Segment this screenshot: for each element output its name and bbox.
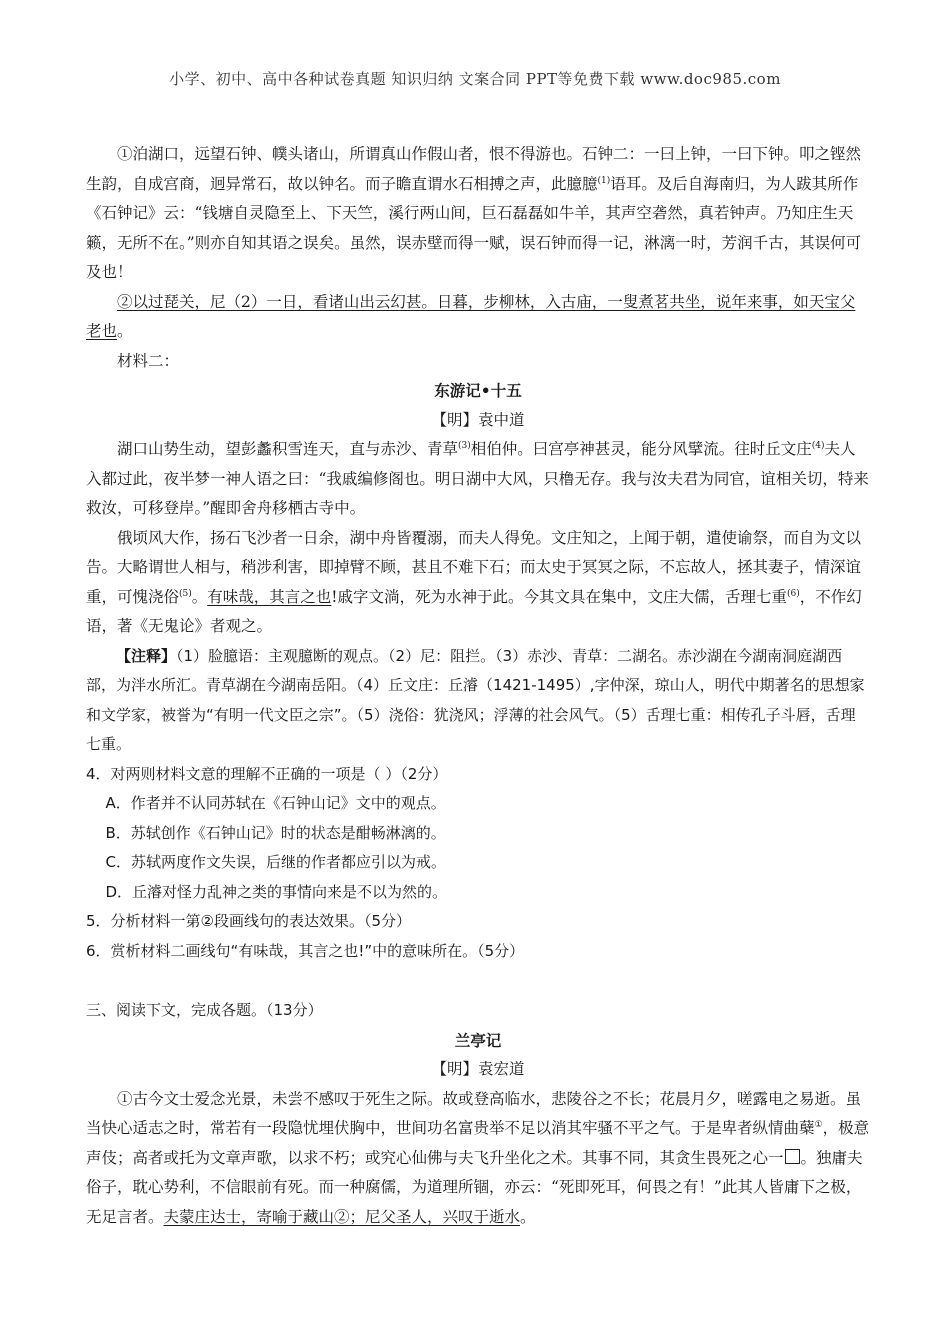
footnote-ref-a: ① [814, 1119, 823, 1130]
footnote-ref-5: (5) [179, 588, 192, 599]
footnote-ref-4: (4) [811, 440, 825, 451]
material2-title: 东游记•十五 [434, 381, 522, 400]
underlined-sentence-1: ②以过琵关，尼（2）一日，看诸山出云幻甚。日暮，步柳林，入古庙，一叟煮茗共坐，说年来事，如天宝父老也 [86, 292, 856, 340]
question-5: 5．分析材料一第②段画线句的表达效果。（5分） [86, 912, 412, 930]
underlined-sentence-2: 有味哉，其言之也 [207, 587, 332, 606]
question-4-option-a: A．作者并不认同苏轼在《石钟山记》文中的观点。 [105, 794, 446, 812]
underlined-sentence-3: 夫蒙庄达士，寄喻于藏山②；尼父圣人，兴叹于逝水 [163, 1207, 521, 1226]
material2-author: 【明】袁中道 [431, 410, 525, 429]
material2-paragraph2: 俄顷风大作，扬石飞沙者一日余，湖中舟皆覆溺，而夫人得免。文庄知之，上闻于朝，遣使谕祭，而自为文以告。大略谓世人相与，稍涉利害，即掉臂不顾，甚且不难下石；而太史于冥冥之际，不忘故人，拯其妻子，情深谊重，可愧浇俗$^{(5)}$。有味哉，其言之也!戚字文淌，死为水神于此。今其文具在集中，文庄大儒，舌理七重$^{(6)}$，不作幻语，著《无鬼论》者观之。 [86, 528, 862, 635]
question-4-option-d: D．丘濬对怪力乱神之类的事情向来是不以为然的。 [105, 882, 448, 901]
footnote-ref-3: (3) [458, 440, 471, 451]
footnote-ref-1: (1) [597, 175, 611, 186]
page-header: 小学、初中、高中各种试卷真题 知识归纳 文案合同 PPT等免费下载 www.doc985.com [169, 70, 781, 88]
section3-heading: 三、阅读下文，完成各题。（13分） [86, 1001, 323, 1019]
question-6: 6．赏析材料二画线句“有味哉，其言之也!”中的意味所在。（5分） [86, 941, 525, 960]
section-gap [86, 966, 870, 996]
section3-title: 兰亭记 [454, 1030, 502, 1050]
material1-paragraph2: ②以过琵关，尼（2）一日，看诸山出云幻甚。日暮，步柳林，入古庙，一叟煮茗共坐，说年来事，如天宝父老也。 [86, 292, 856, 340]
blank-box [785, 1149, 800, 1164]
section3-paragraph1: ①古今文士爱念光景，未尝不感叹于死生之际。故或登高临水，悲陵谷之不长；花晨月夕，嗟露电之易逝。虽当快心适志之时，常若有一段隐忧埋伏胸中，世间功名富贵举不足以消其牢骚不平之气。于是卑者纵情曲蘖①，极意声伎；高者或托为文章声歌，以求不朽；或究心仙佛与夫飞升坐化之术。其事不同，其贪生畏死之心一 。独庸夫俗子，耽心势利，不信眼前有死。而一种腐儒，为道理所锢，亦云：“死即死耳，何畏之有！”此其人皆庸下之极，无足言者。夫蒙庄达士，寄喻于藏山②；尼父圣人，兴叹于逝水。 [86, 1089, 870, 1226]
footnote-ref-6: (6) [787, 588, 800, 599]
section3-author: 【明】袁宏道 [431, 1060, 525, 1078]
annotation-block: 【注释】（1）脸臆语：主观臆断的观点。（2）尼：阻拦。（3）赤沙、青草：二湖名。赤沙湖在今湖南洞庭湖西部，为泮水所汇。青草湖在今湖南岳阳。（4）丘文庄：丘濬（1421-1495）,字仲深，琼山人，明代中期著名的思想家和文学家，被誉为“有明一代文臣之宗”。（5）浇俗：犹浇风；浮薄的社会风气。（5）舌理七重：相传孔子斗唇，舌理七重。 [86, 646, 865, 753]
question-4-option-c: C．苏轼两度作文失误，后继的作者都应引以为戒。 [105, 853, 446, 871]
question-4-option-b: B．苏轼创作《石钟山记》时的状态是酣畅淋漓的。 [105, 823, 446, 842]
material1-paragraph1: ①泊湖口，远望石钟、幞头诸山，所谓真山作假山者，恨不得游也。石钟二：一曰上钟，一曰下钟。叩之铿然生韵，自成宫商，迥异常石，故以钟名。而子瞻直谓水石相搏之声，此臆臆$^{(1)}$语耳。及后自海南归，为人跋其所作《石钟记》云：“钱塘自灵隐至上、下天竺，溪行两山间，巨石磊磊如牛羊，其声空砻然，真若钟声。乃知庄生天籁，无所不在。”则亦自知其语之误矣。虽然，误赤壁而得一赋，误石钟而得一记，淋漓一时，芳润千古，其误何可及也！ [86, 145, 862, 281]
exam-content [86, 140, 870, 1232]
material2-paragraph1: 湖口山势生动，望彭蠡积雪连天，直与赤沙、青草$^{(3)}$相伯仲。曰宫亭神甚灵，能分风擘流。往时丘文庄$^{(4)}$夫人入都过此，夜半梦一神人语之曰：“我戚编修阁也。明日湖中大风，只橹无存。我与汝夫君为同官，谊相关切，特来救汝，可移登岸。”醒即舍舟移栖古寺中。 [86, 440, 869, 517]
annotation-label: 【注释】 [116, 646, 177, 665]
material2-label: 材料二： [117, 351, 180, 370]
question-4: 4．对两则材料文意的理解不正确的一项是（ ）（2分） [86, 764, 448, 783]
